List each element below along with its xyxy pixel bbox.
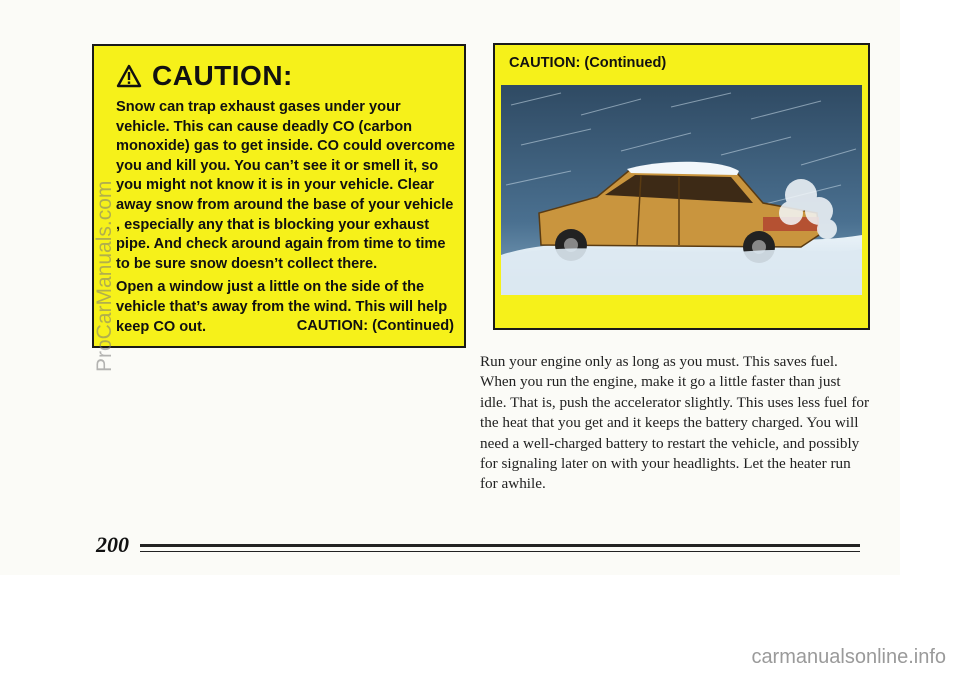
bottom-watermark: carmanualsonline.info — [751, 646, 946, 668]
caution-continued-label: CAUTION: (Continued) — [296, 318, 454, 334]
caution-box-left — [92, 44, 466, 348]
illustration-bottom-band — [501, 295, 862, 313]
snow-car-illustration — [501, 85, 862, 313]
caution-paragraph: Snow can trap exhaust gases under your vehicle. This can cause deadly CO (carbon monoxide) gas to get inside. CO could overcome you and kill you. You can’t see it or smell it, so you might not know it is in your vehicle. Clear away snow from around the base of your vehicle , especially any that is blocking your exhaust pipe. And check around again from time to time to be sure snow doesn’t collect there. — [116, 99, 455, 272]
body-paragraph: Run your engine only as long as you must. This saves fuel. When you run the engine, make it go a little faster than just idle. That is, push the accelerator slightly. This uses less fuel for the heat that you get and it keeps the battery charged. You will need a well-charged battery to restart the vehicle, and possibly for signaling later on with your headlights. Let the heater run for awhile. — [480, 353, 870, 493]
caution-box-right — [493, 43, 870, 330]
caution-title: CAUTION: — [152, 60, 293, 91]
side-watermark: ProCarManuals.com — [93, 180, 116, 372]
footer-rule-thick — [140, 544, 860, 547]
caution-continued-title: CAUTION: (Continued) — [509, 55, 667, 71]
caution-text — [116, 98, 456, 341]
footer-rule-thin — [140, 551, 860, 552]
caution-header — [116, 60, 293, 92]
page-number: 200 — [96, 532, 129, 557]
warning-triangle-icon — [116, 64, 142, 88]
caution-paragraph: Open a window just a little on the side of the vehicle that’s away from the wind. This will help keep CO out. — [116, 279, 448, 335]
